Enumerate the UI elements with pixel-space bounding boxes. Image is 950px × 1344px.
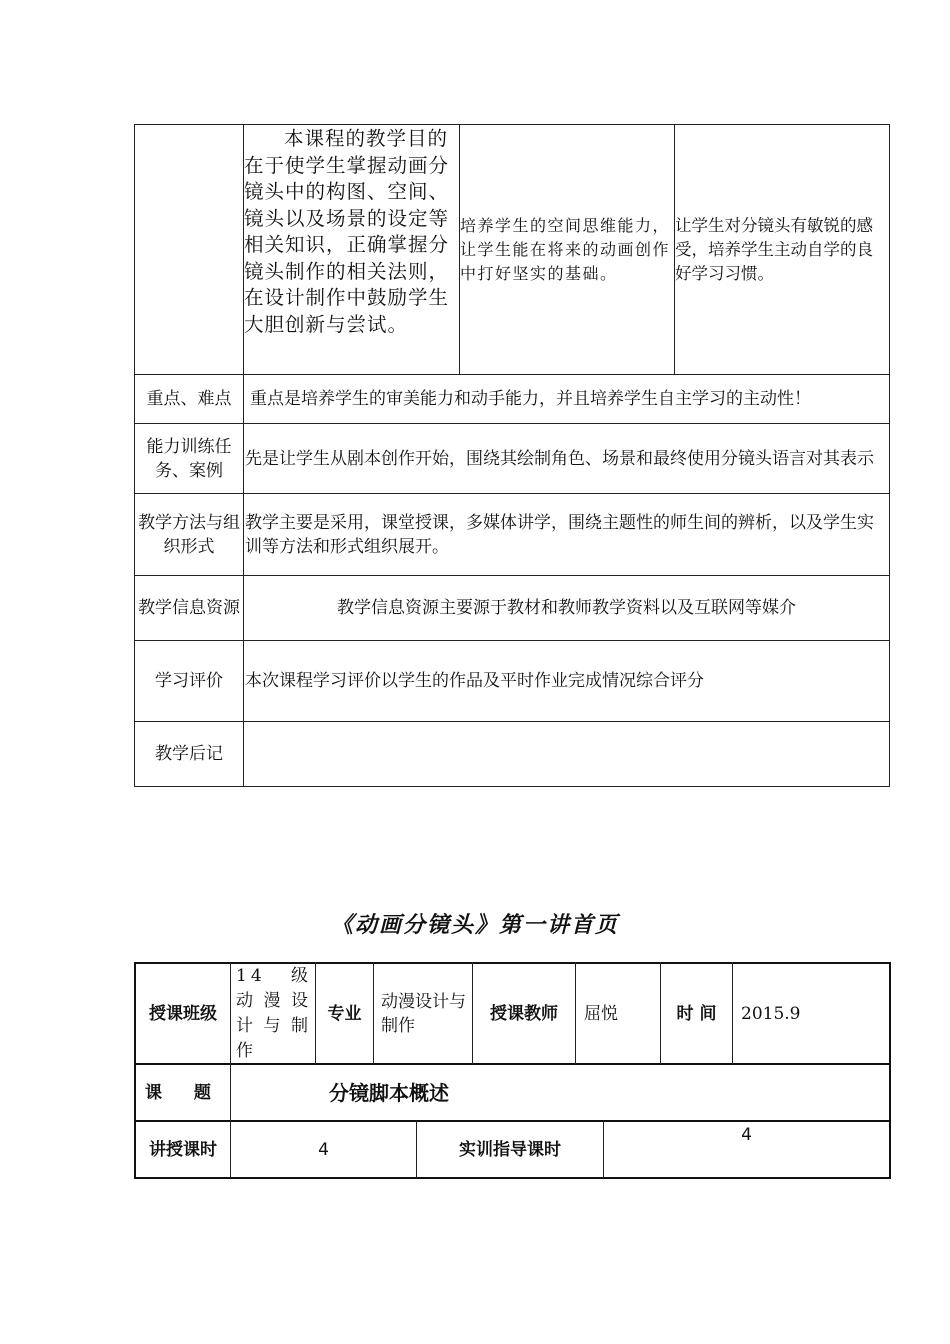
class-value: 14 级动漫设计与制作	[236, 966, 312, 1061]
teacher-value-text: 屈悦	[584, 1003, 618, 1024]
lecture-hours-label	[136, 1122, 230, 1177]
key-points-label-text: 重点、难点	[146, 389, 232, 409]
teaching-method-label-text: 教学方法与组织形式	[138, 512, 240, 557]
ability-goal-text	[460, 125, 674, 374]
time-label-text: 时 间	[676, 1003, 717, 1024]
practice-hours-value	[604, 1123, 889, 1177]
postscript-label-text: 教学后记	[155, 744, 223, 764]
info-resource-value-text: 教学信息资源主要源于教材和教师教学资料以及互联网等媒介	[337, 598, 796, 618]
time-value	[741, 964, 887, 1063]
lecture-hours-label-text: 讲授课时	[149, 1139, 217, 1160]
quality-goal-text	[675, 125, 889, 374]
ability-training-label-text: 能力训练任务、案例	[146, 436, 232, 481]
ability-training-value-text: 先是让学生从剧本创作开始，围绕其绘制角色、场景和最终使用分镜头语言对其表示	[245, 448, 874, 469]
teacher-label-text: 授课教师	[490, 1003, 558, 1024]
ability-training-label	[138, 424, 240, 493]
key-points-value	[250, 375, 888, 423]
page-title: 《动画分镜头》第一讲首页	[330, 912, 619, 938]
topic-value	[329, 1065, 729, 1120]
ability-training-value	[245, 424, 889, 493]
postscript-value	[245, 722, 889, 786]
teacher-label	[473, 964, 575, 1063]
key-points-label	[135, 375, 243, 423]
practice-hours-label	[417, 1122, 603, 1177]
time-value-text: 2015.9	[741, 1003, 801, 1024]
evaluation-value	[245, 641, 889, 721]
topic-label	[145, 1065, 225, 1120]
evaluation-label-text: 学习评价	[155, 671, 223, 691]
quality-goal-value: 让学生对分镜头有敏锐的感受，培养学生主动自学的良好学习习惯。	[675, 215, 873, 283]
knowledge-goal-text: 本课程的教学目的在于使学生掌握动画分镜头中的构图、空间、镜头以及场景的设定等相关知识，正确掌握分镜头制作的相关法则，在设计制作中鼓励学生大胆创新与尝试。	[244, 127, 450, 336]
topic-value-text: 分镜脚本概述	[329, 1080, 449, 1105]
teaching-method-value	[245, 494, 889, 575]
ability-goal-value: 培养学生的空间思维能力，让学生能在将来的动画创作中打好坚实的基础。	[460, 215, 671, 283]
teacher-value	[584, 964, 658, 1063]
class-label-text: 授课班级	[149, 1003, 217, 1024]
teaching-method-value-text: 教学主要是采用，课堂授课，多媒体讲学，围绕主题性的师生间的辨析，以及学生实训等方法和形式组织展开。	[245, 512, 874, 557]
major-value	[381, 964, 469, 1063]
class-label	[136, 964, 230, 1063]
info-resource-label-text: 教学信息资源	[138, 598, 240, 618]
lecture-hours-value-text: 4	[318, 1139, 329, 1160]
evaluation-value-text: 本次课程学习评价以学生的作品及平时作业完成情况综合评分	[245, 671, 704, 691]
major-value-text: 动漫设计与制作	[381, 991, 466, 1036]
info-resource-value	[244, 576, 889, 640]
time-label	[661, 964, 732, 1063]
major-label	[316, 964, 373, 1063]
topic-label-text: 课 题	[145, 1082, 211, 1103]
major-label-text: 专业	[327, 1003, 362, 1024]
lecture-hours-value	[231, 1122, 416, 1177]
postscript-label	[135, 722, 243, 786]
teaching-method-label	[138, 494, 240, 575]
practice-hours-value-text: 4	[741, 1125, 752, 1145]
practice-hours-label-text: 实训指导课时	[459, 1139, 561, 1160]
evaluation-label	[135, 641, 243, 721]
key-points-value-text: 重点是培养学生的审美能力和动手能力，并且培养学生自主学习的主动性！	[250, 389, 811, 409]
info-resource-label	[138, 576, 240, 640]
